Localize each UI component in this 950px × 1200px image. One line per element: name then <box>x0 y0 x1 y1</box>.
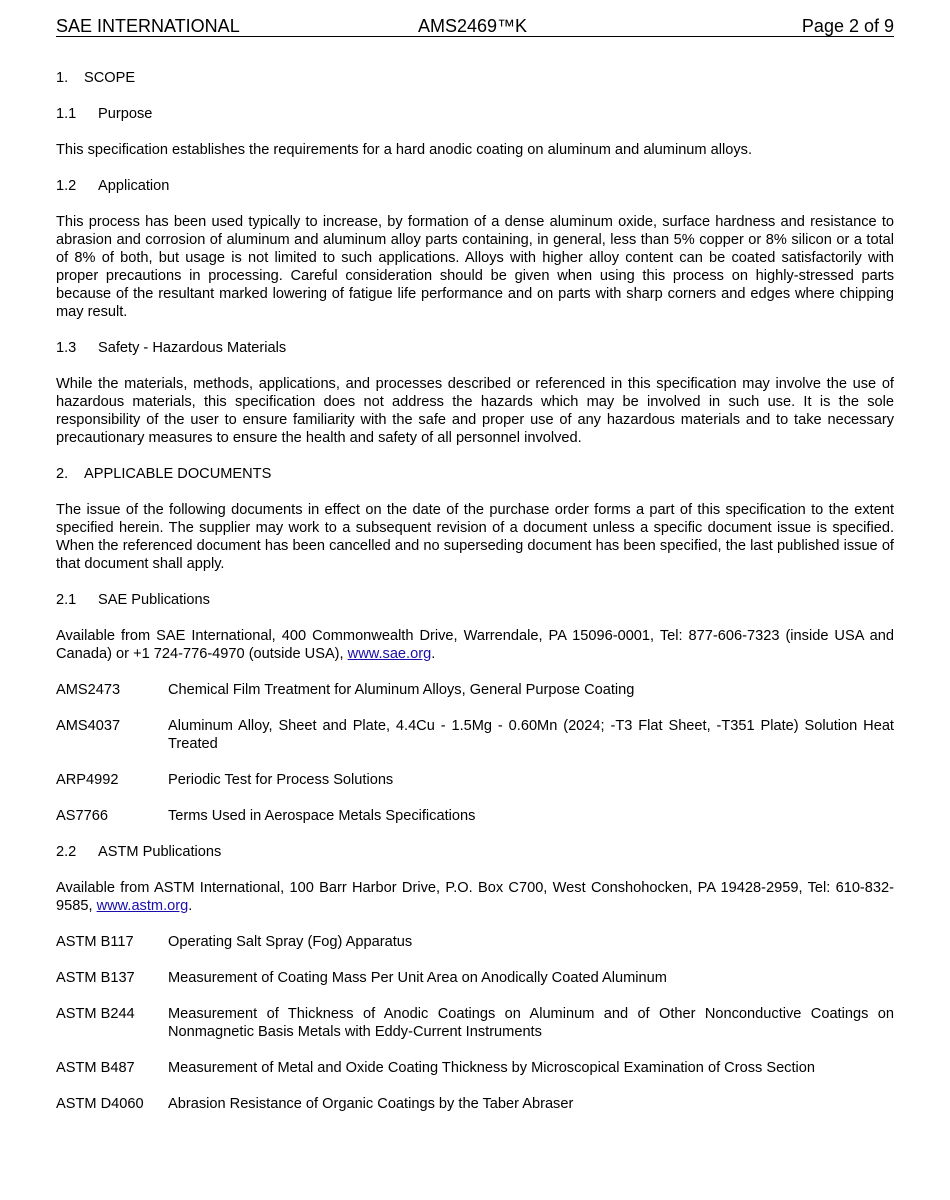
section-title: Safety - Hazardous Materials <box>98 340 287 356</box>
astm-availability-paragraph <box>56 879 894 915</box>
reference-entry <box>56 717 894 753</box>
section-number: 1. <box>56 70 69 86</box>
reference-description: Operating Salt Spray (Fog) Apparatus <box>168 934 413 950</box>
section-number: 1.1 <box>56 106 77 122</box>
reference-entry <box>56 807 894 825</box>
purpose-paragraph: This specification establishes the requirements for a hard anodic coating on aluminum and aluminum alloys. <box>56 142 753 158</box>
section-number: 2.2 <box>56 844 77 860</box>
section-title: SCOPE <box>84 70 136 86</box>
sae-availability-text: Available from SAE International, 400 Commonwealth Drive, Warrendale, PA 15096-0001, Tel: 877-606-7323 (inside USA and Canada) or +1 724-776-4970 (outside USA), <box>56 628 894 662</box>
reference-code: ASTM B117 <box>56 934 134 950</box>
reference-entry <box>56 969 894 987</box>
reference-description: Aluminum Alloy, Sheet and Plate, 4.4Cu - 1.5Mg - 0.60Mn (2024; -T3 Flat Sheet, -T351 Plate) Solution Heat Treated <box>168 718 894 752</box>
section-title: APPLICABLE DOCUMENTS <box>84 466 272 482</box>
section-1-2-heading <box>56 177 894 195</box>
reference-description: Terms Used in Aerospace Metals Specifications <box>168 808 476 824</box>
reference-description: Periodic Test for Process Solutions <box>168 772 394 788</box>
document-page <box>56 0 894 1113</box>
period: . <box>431 646 436 662</box>
reference-code: ARP4992 <box>56 772 119 788</box>
period: . <box>188 898 193 914</box>
header-page-number: Page 2 of 9 <box>801 16 894 36</box>
reference-entry <box>56 1059 894 1077</box>
reference-description: Measurement of Thickness of Anodic Coatings on Aluminum and of Other Nonconductive Coatings on Nonmagnetic Basis Metals with Eddy-Current Instruments <box>168 1006 894 1040</box>
reference-description: Measurement of Coating Mass Per Unit Area on Anodically Coated Aluminum <box>168 970 667 986</box>
reference-description: Measurement of Metal and Oxide Coating Thickness by Microscopical Examination of Cross Section <box>168 1060 816 1076</box>
section-1-1-heading <box>56 105 894 123</box>
reference-code: AMS4037 <box>56 718 121 734</box>
reference-code: AMS2473 <box>56 682 121 698</box>
section-2-1-heading <box>56 591 894 609</box>
reference-code: ASTM D4060 <box>56 1096 144 1112</box>
section-2-heading <box>56 465 894 483</box>
reference-code: ASTM B137 <box>56 970 135 986</box>
reference-entry <box>56 1095 894 1113</box>
section-title: Application <box>98 178 170 194</box>
astm-availability-text: Available from ASTM International, 100 Barr Harbor Drive, P.O. Box C700, West Conshohocken, PA 19428-2959, Tel: 610-832-9585, <box>56 880 894 914</box>
section-number: 2.1 <box>56 592 77 608</box>
reference-description: Chemical Film Treatment for Aluminum Alloys, General Purpose Coating <box>168 682 635 698</box>
reference-entry <box>56 1005 894 1041</box>
reference-entry <box>56 771 894 789</box>
application-paragraph: This process has been used typically to increase, by formation of a dense aluminum oxide, surface hardness and resistance to abrasion and corrosion of aluminum and aluminum alloy parts containing, in general, less than 5% copper or 8% silicon or a total of 8% of both, but usage is not limited to such applications. Alloys with higher alloy content can be coated satisfactorily with proper precautions in processing. Careful consideration should be given when using this process on highly-stressed parts because of the resultant marked lowering of fatigue life performance and on parts with sharp corners and edges where chipping may result. <box>56 214 894 320</box>
page-header <box>56 0 894 37</box>
document-body <box>56 69 894 1113</box>
sae-website-link[interactable]: www.sae.org <box>347 646 432 662</box>
reference-description: Abrasion Resistance of Organic Coatings by the Taber Abraser <box>168 1096 574 1112</box>
section-title: Purpose <box>98 106 153 122</box>
sae-availability-paragraph <box>56 627 894 663</box>
section-1-3-heading <box>56 339 894 357</box>
section-1-heading <box>56 69 894 87</box>
reference-entry <box>56 933 894 951</box>
section-number: 1.3 <box>56 340 77 356</box>
applicable-documents-paragraph: The issue of the following documents in effect on the date of the purchase order forms a part of this specification to the extent specified herein. The supplier may work to a subsequent revision of a document unless a specific document issue is specified. When the referenced document has been cancelled and no superseding document has been specified, the last published issue of that document shall apply. <box>56 502 894 572</box>
reference-code: AS7766 <box>56 808 108 824</box>
astm-website-link[interactable]: www.astm.org <box>96 898 189 914</box>
section-title: SAE Publications <box>98 592 210 608</box>
header-organization: SAE INTERNATIONAL <box>56 16 240 36</box>
section-number: 1.2 <box>56 178 77 194</box>
reference-code: ASTM B244 <box>56 1006 135 1022</box>
section-title: ASTM Publications <box>98 844 222 860</box>
section-2-2-heading <box>56 843 894 861</box>
reference-entry <box>56 681 894 699</box>
safety-paragraph: While the materials, methods, applications, and processes described or referenced in this specification may involve the use of hazardous materials, this specification does not address the hazards which may be involved in such use. It is the sole responsibility of the user to ensure familiarity with the safe and proper use of any hazardous materials and to take necessary precautionary measures to ensure the health and safety of all personnel involved. <box>56 376 894 446</box>
header-document-id: AMS2469™K <box>418 16 528 36</box>
reference-code: ASTM B487 <box>56 1060 135 1076</box>
section-number: 2. <box>56 466 69 482</box>
